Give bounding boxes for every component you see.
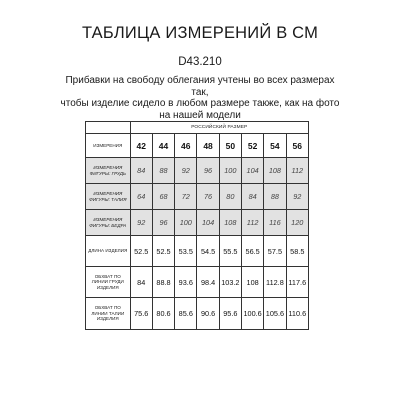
row-label-line: ЛИНИИ ГРУДИ — [91, 279, 124, 285]
value-cell: 57.5 — [264, 236, 286, 267]
row-label — [86, 267, 131, 298]
value-cell: 108 — [264, 158, 286, 184]
row-label-line: ФИГУРЫ: ГРУДЬ — [89, 170, 126, 176]
row-label — [86, 298, 131, 330]
size-row — [86, 134, 309, 158]
value-cell: 93.6 — [175, 267, 197, 298]
value-cell: 84 — [241, 184, 263, 210]
value-cell: 84 — [130, 158, 152, 184]
value-cell: 54.5 — [197, 236, 219, 267]
table-row — [86, 267, 309, 298]
row-label-line: ДЛИНА ИЗДЕЛИЯ — [88, 248, 128, 254]
size-cell: 50 — [219, 134, 241, 158]
value-cell: 112 — [286, 158, 308, 184]
value-cell: 56.5 — [241, 236, 263, 267]
value-cell: 52.5 — [130, 236, 152, 267]
value-cell: 64 — [130, 184, 152, 210]
row-label-line: ИЗМЕРЕНИЯ — [93, 164, 123, 170]
value-cell: 75.6 — [130, 298, 152, 330]
page-title: ТАБЛИЦА ИЗМЕРЕНИЙ В СМ — [81, 24, 319, 42]
value-cell: 95.6 — [219, 298, 241, 330]
value-cell: 92 — [130, 210, 152, 236]
table-row — [86, 158, 309, 184]
value-cell: 88.8 — [152, 267, 174, 298]
row-label-line: ЛИНИИ ТАЛИИ — [91, 310, 125, 316]
row-label-line: ФИГУРЫ: ТАЛИЯ — [89, 196, 127, 202]
value-cell: 120 — [286, 210, 308, 236]
article-number: D43.210 — [178, 56, 222, 68]
value-cell: 52.5 — [152, 236, 174, 267]
value-cell: 104 — [241, 158, 263, 184]
value-cell: 108 — [219, 210, 241, 236]
value-cell: 53.5 — [175, 236, 197, 267]
group-header-row — [86, 122, 309, 134]
row-label-line: ИЗДЕЛИЯ — [96, 284, 119, 290]
size-cell: 52 — [241, 134, 263, 158]
value-cell: 105.6 — [264, 298, 286, 330]
row-label-line: ИЗДЕЛИЯ — [96, 316, 119, 322]
value-cell: 96 — [152, 210, 174, 236]
value-cell: 110.6 — [286, 298, 308, 330]
value-cell: 80 — [219, 184, 241, 210]
value-cell: 112 — [241, 210, 263, 236]
value-cell: 98.4 — [197, 267, 219, 298]
value-cell: 116 — [264, 210, 286, 236]
corner-cell — [86, 122, 131, 134]
row-label-line: ИЗМЕРЕНИЯ — [93, 190, 123, 196]
value-cell: 58.5 — [286, 236, 308, 267]
value-cell: 103.2 — [219, 267, 241, 298]
value-cell: 104 — [197, 210, 219, 236]
value-cell: 100 — [175, 210, 197, 236]
row-label-line: ОБХВАТ ПО — [94, 273, 121, 279]
row-label-line: ИЗМЕРЕНИЯ — [93, 216, 123, 222]
value-cell: 72 — [175, 184, 197, 210]
value-cell: 92 — [286, 184, 308, 210]
value-cell: 100 — [219, 158, 241, 184]
value-cell: 84 — [130, 267, 152, 298]
row-label-line: ФИГУРЫ: БЕДРА — [89, 222, 127, 228]
row-label — [86, 158, 131, 184]
row-label — [86, 184, 131, 210]
value-cell: 100.6 — [241, 298, 263, 330]
fit-note-line: на нашей модели — [159, 109, 241, 121]
value-cell: 80.6 — [152, 298, 174, 330]
size-cell: 46 — [175, 134, 197, 158]
size-table — [85, 121, 309, 330]
size-cell: 42 — [130, 134, 152, 158]
table-row — [86, 184, 309, 210]
size-row-label: ИЗМЕРЕНИЯ — [86, 134, 131, 158]
size-cell: 54 — [264, 134, 286, 158]
russian-size-header: РОССИЙСКИЙ РАЗМЕР — [130, 122, 308, 134]
value-cell: 76 — [197, 184, 219, 210]
value-cell: 112.8 — [264, 267, 286, 298]
value-cell: 68 — [152, 184, 174, 210]
table-row — [86, 298, 309, 330]
value-cell: 96 — [197, 158, 219, 184]
value-cell: 92 — [175, 158, 197, 184]
row-label — [86, 236, 131, 267]
value-cell: 90.6 — [197, 298, 219, 330]
value-cell: 108 — [241, 267, 263, 298]
size-cell: 48 — [197, 134, 219, 158]
value-cell: 55.5 — [219, 236, 241, 267]
value-cell: 88 — [264, 184, 286, 210]
fit-note-line: Прибавки на свободу облегания учтены во всех размерах так, — [65, 75, 335, 98]
fit-note-line: чтобы изделие сидело в любом размере также, как на фото — [60, 98, 340, 109]
value-cell: 85.6 — [175, 298, 197, 330]
size-cell: 56 — [286, 134, 308, 158]
table-row — [86, 236, 309, 267]
row-label-line: ОБХВАТ ПО — [94, 305, 121, 311]
size-cell: 44 — [152, 134, 174, 158]
table-row — [86, 210, 309, 236]
value-cell: 117.6 — [286, 267, 308, 298]
row-label — [86, 210, 131, 236]
value-cell: 88 — [152, 158, 174, 184]
fit-note — [60, 75, 340, 121]
